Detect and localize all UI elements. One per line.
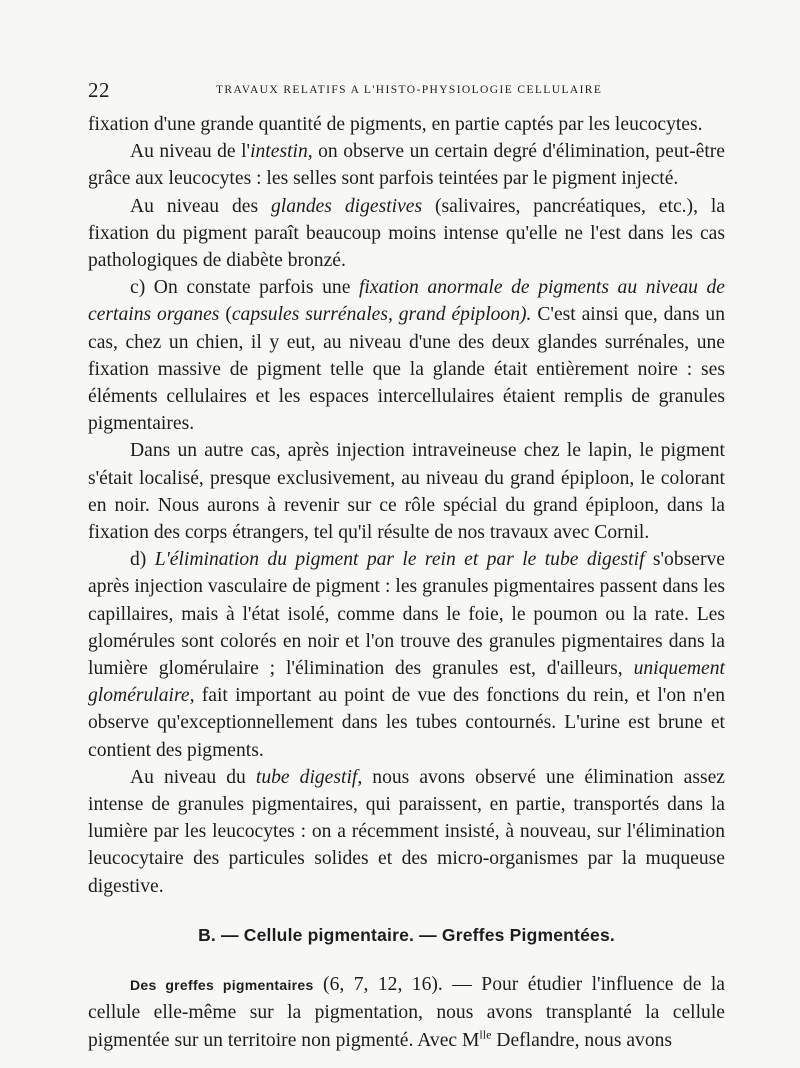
italic-term: fixation anormale de pigments au niveau de certains organes <box>88 277 725 326</box>
paragraph-text: fixation d'une grande quantité de pigments, en partie captés par les leucocytes. <box>88 114 703 135</box>
italic-term: uniquement glomérulaire, <box>88 658 725 707</box>
italic-term: intestin, <box>250 141 313 163</box>
paragraph <box>88 546 725 764</box>
paragraph-text: s'observe après injection vasculaire de pigment : les granules pigmentaires passent dans les capillaires, mais à l'état isolé, comme dans le foie, le poumon ou la rate. Les glomérules sont colorés en noir et l'on trouve des granules pigmentaires dans la lumière glomérulaire ; l'élimination des granules est, d'ailleurs, <box>88 549 725 680</box>
italic-term: capsules surrénales, grand épiploon). <box>231 304 532 326</box>
paragraph-text: — Pour étudier l'influence de la cellule elle-même sur la pigmentation, nous avons transplanté la cellule pigmentée sur un territoire non pigmenté. Avec M <box>88 974 726 1051</box>
paragraph-text: d) <box>130 549 155 571</box>
paragraph-text: on observe un certain degré d'élimination, peut-être grâce aux leucocytes : les selles sont parfois teintées par le pigment injecté. <box>88 141 725 190</box>
paragraph-text: c) On constate parfois une <box>130 277 359 299</box>
paragraph <box>88 138 725 192</box>
paragraph-text: Au niveau de l' <box>130 141 251 163</box>
paragraph <box>88 274 725 437</box>
paragraph-text: Au niveau des <box>130 195 271 217</box>
paragraph-text: C'est ainsi que, dans un cas, chez un chien, il y eut, au niveau d'une des deux glandes surrénales, une fixation massive de pigment telle que la glande était entièrement noire : ses éléments cellulaires et les espaces intercellulaires étaient remplis de granules pigmentaires. <box>88 304 725 435</box>
paragraph-text: ( <box>219 304 232 326</box>
paragraph <box>88 437 725 546</box>
page-header <box>88 78 726 100</box>
italic-term: tube digestif, <box>255 766 363 788</box>
running-head: TRAVAUX RELATIFS A L'HISTO-PHYSIOLOGIE CELLULAIRE <box>216 84 603 96</box>
body-text <box>88 111 725 1054</box>
page-number: 22 <box>88 78 110 102</box>
paragraph <box>88 111 725 138</box>
paragraph-text: fait important au point de vue des fonctions du rein, et l'on n'en observe qu'exceptionnellement dans les tubes contournés. L'urine est brune et contient des pigments. <box>88 685 725 761</box>
paragraph <box>88 971 725 1054</box>
superscript: lle <box>479 1026 492 1041</box>
italic-term: glandes digestives <box>270 195 423 217</box>
paragraph-text: Au niveau du <box>130 766 256 788</box>
section-heading: B. — Cellule pigmentaire. — Greffes Pigmentées. <box>198 924 615 945</box>
paragraph <box>88 193 725 275</box>
lead-in-heading: Des greffes pigmentaires <box>130 977 314 994</box>
italic-term: L'élimination du pigment par le rein et par le tube digestif <box>154 549 645 571</box>
reference-numbers: (6, 7, 12, 16). <box>313 974 443 996</box>
paragraph-text: (salivaires, pancréatiques, etc.), la fixation du pigment paraît beaucoup moins intense qu'elle ne l'est dans les cas pathologiques de diabète bronzé. <box>88 195 726 272</box>
paragraph-text: Dans un autre cas, après injection intraveineuse chez le lapin, le pigment s'était localisé, presque exclusivement, au niveau du grand épiploon, le colorant en noir. Nous aurons à revenir sur ce rôle spécial du grand épiploon, dans la fixation des corps étrangers, tel qu'il résulte de nos travaux avec Cornil. <box>88 440 725 544</box>
paragraph <box>88 764 725 900</box>
paragraph-text: nous avons observé une élimination assez intense de granules pigmentaires, qui paraissent, en partie, transportés dans la lumière par les leucocytes : on a récemment insisté, à nouveau, sur l'élimination leucocytaire des particules solides et des micro-organismes par la muqueuse digestive. <box>88 766 725 897</box>
paragraph-text: Deflandre, nous avons <box>491 1029 673 1051</box>
